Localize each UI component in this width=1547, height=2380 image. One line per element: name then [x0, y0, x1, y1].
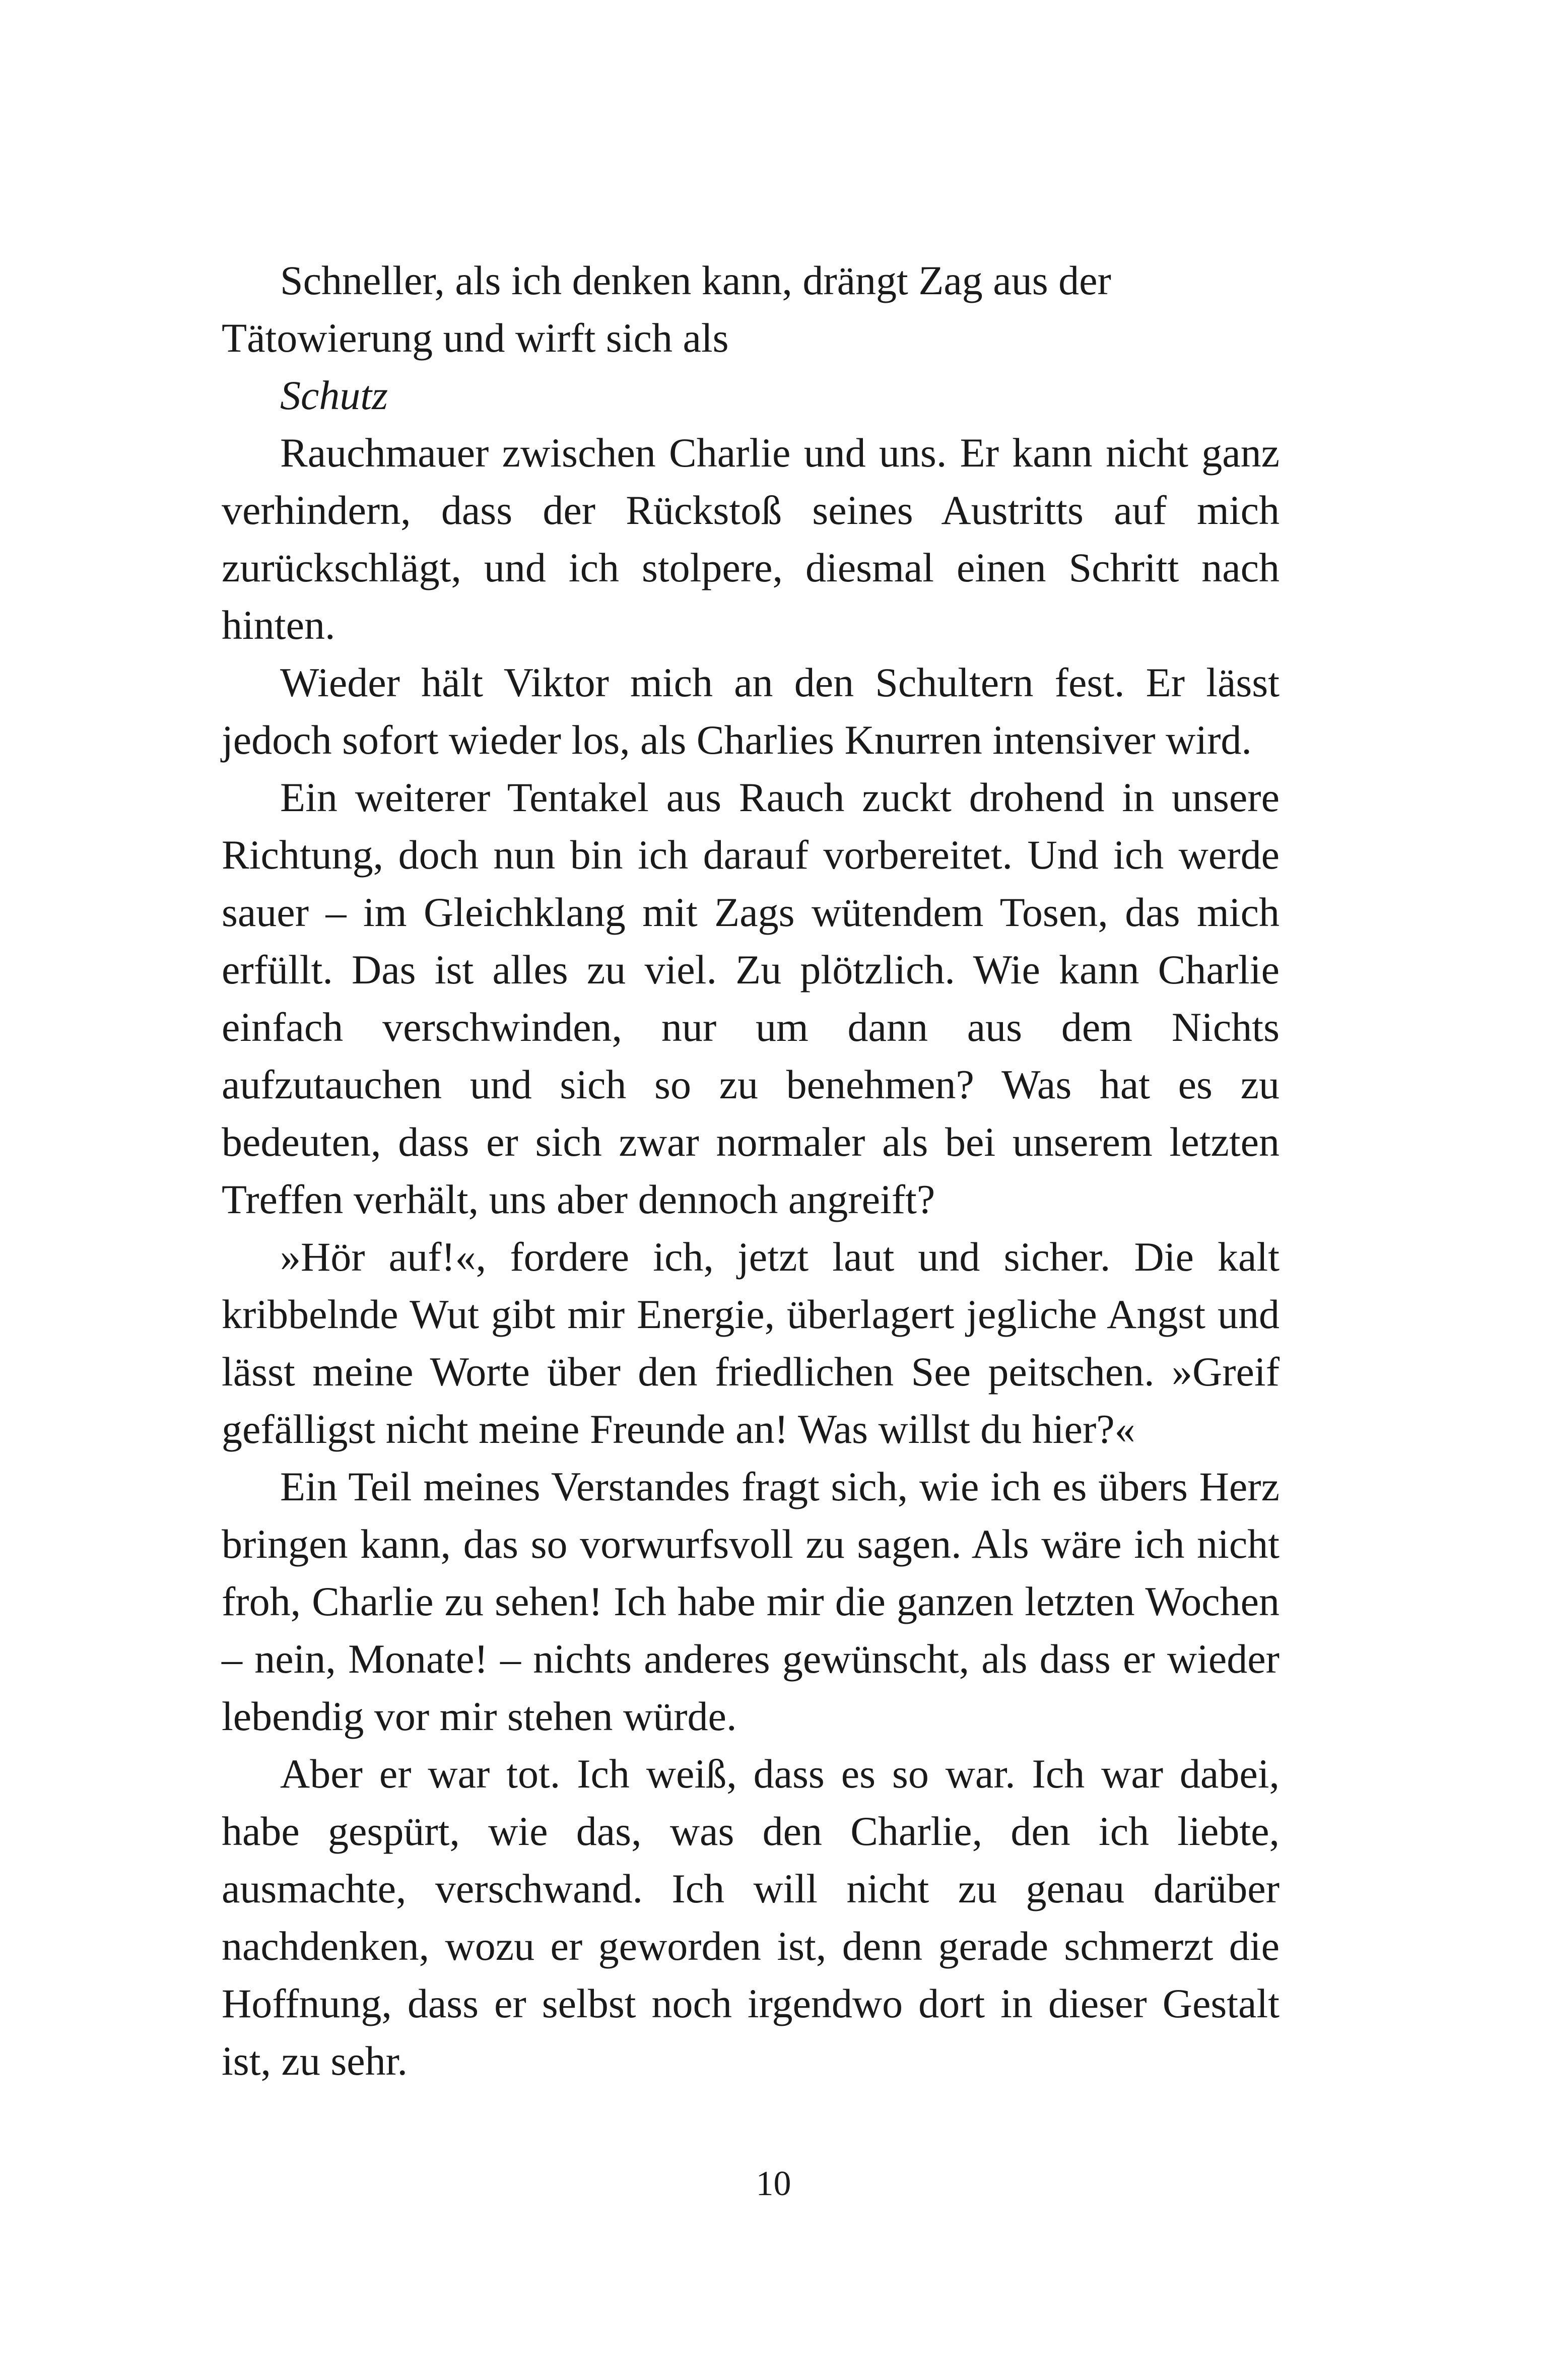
paragraph-4: Ein weiterer Tentakel aus Rauch zuckt drohend in unsere Richtung, doch nun bin ich darauf vorbereitet. Und ich werde sauer – im Gleichklang mit Zags wütendem Tosen, das mich erfüllt. Das ist alles zu viel. Zu plötzlich. Wie kann Charlie einfach verschwinden, nur um dann aus dem Nichts aufzutauchen und sich so zu benehmen? Was hat es zu bedeuten, dass er sich zwar normaler als bei unserem letzten Treffen verhält, uns aber dennoch angreift? — [222, 774, 1280, 1222]
paragraph-6: Ein Teil meines Verstandes fragt sich, wie ich es übers Herz bringen kann, das so vorwurfsvoll zu sagen. Als wäre ich nicht froh, Charlie zu sehen! Ich habe mir die ganzen letzten Wochen – nein, Monate! – nichts anderes gewünscht, als dass er wieder lebendig vor mir stehen würde. — [222, 1464, 1280, 1739]
body-text — [222, 252, 1280, 2090]
paragraph-1: Schneller, als ich denken kann, drängt Zag aus der Tätowierung und wirft sich als — [222, 257, 1111, 361]
italic-word-schutz: Schutz — [280, 372, 388, 418]
paragraph-2: Rauchmauer zwischen Charlie und uns. Er kann nicht ganz verhindern, dass der Rückstoß seines Austritts auf mich zurückschlägt, und ich stolpere, diesmal einen Schritt nach hinten. — [222, 430, 1280, 648]
page-number: 10 — [756, 2164, 791, 2203]
paragraph-7: Aber er war tot. Ich weiß, dass es so war. Ich war dabei, habe gespürt, wie das, was den Charlie, den ich liebte, ausmachte, verschwand. Ich will nicht zu genau darüber nachdenken, wozu er geworden ist, denn gerade schmerzt die Hoffnung, dass er selbst noch irgendwo dort in dieser Gestalt ist, zu sehr. — [222, 1751, 1280, 2084]
paragraph-5: »Hör auf!«, fordere ich, jetzt laut und sicher. Die kalt kribbelnde Wut gibt mir Energie, überlagert jegliche Angst und lässt meine Worte über den friedlichen See peitschen. »Greif gefälligst nicht meine Freunde an! Was willst du hier?« — [222, 1234, 1280, 1452]
paragraph-3: Wieder hält Viktor mich an den Schultern fest. Er lässt jedoch sofort wieder los, als Charlies Knurren intensiver wird. — [222, 659, 1280, 763]
